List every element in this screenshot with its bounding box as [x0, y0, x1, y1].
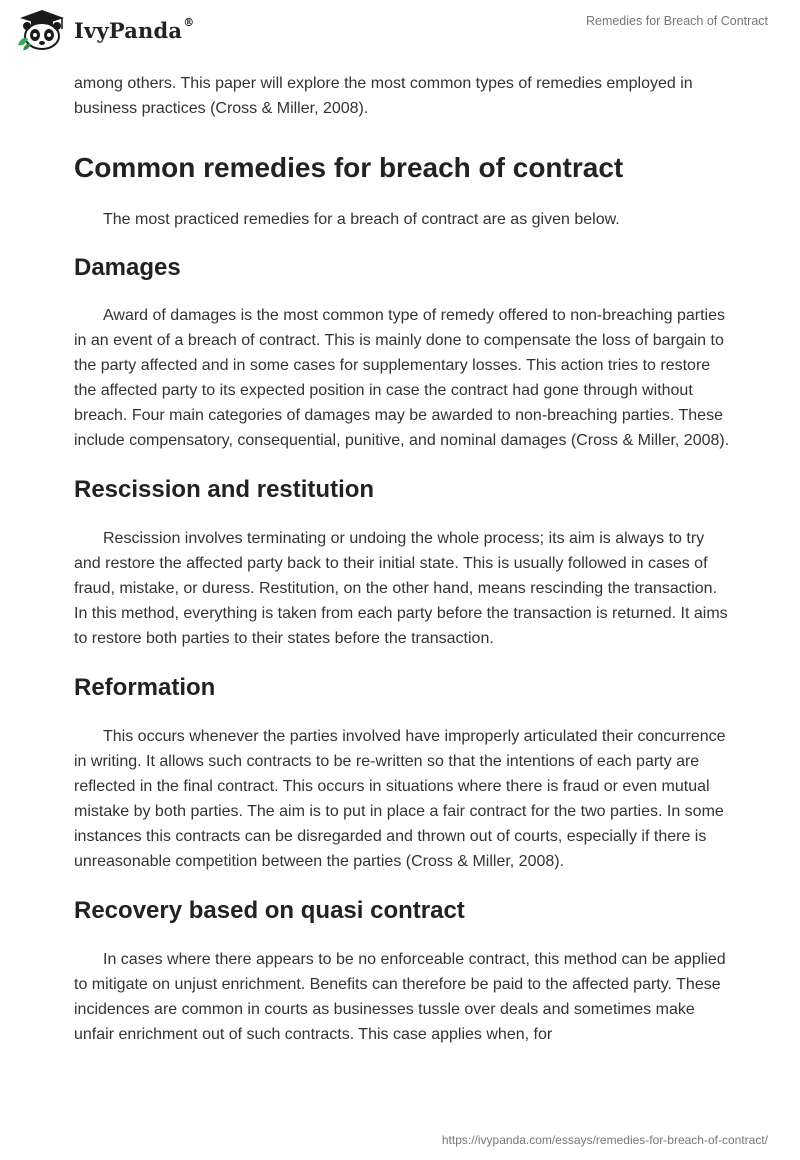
essay-content: [74, 71, 734, 1047]
section-heading-rescission: Rescission and restitution: [74, 476, 375, 503]
document-title: Remedies for Breach of Contract: [585, 14, 768, 28]
page-header: [0, 0, 800, 70]
main-intro-paragraph: The most practiced remedies for a breach of contract are as given below.: [103, 211, 620, 228]
main-heading: Common remedies for breach of contract: [74, 152, 624, 183]
section-heading-damages: Damages: [74, 254, 181, 281]
section-heading-reformation: Reformation: [74, 674, 216, 701]
section-paragraph-damages: Award of damages is the most common type of remedy offered to non-breaching parties in an event of a breach of contract. This is mainly done to compensate the loss of bargain to the party affected and in some cases for supplementary losses. This action tries to restore the affected party to its expected position in case the contract had gone through without breach. Four main categories of damages may be awarded to non-breaching parties. These include compensatory, consequential, punitive, and nominal damages (Cross & Miller, 2008).: [74, 307, 730, 449]
brand-text: IvyPanda: [74, 17, 183, 43]
section-paragraph-reformation: This occurs whenever the parties involved have improperly articulated their concurrence in writing. It allows such contracts to be re-written so that the intentions of each party are reflected in the final contract. This occurs in situations where there is fraud or even mutual mistake by both parties. The aim is to put in place a fair contract for the two parties. In some instances this contracts can be disregarded and thrown out of courts, especially if there is unreasonable competition between the parties (Cross & Miller, 2008).: [74, 728, 726, 870]
section-paragraph-quasi-contract: In cases where there appears to be no enforceable contract, this method can be applied to mitigate on unjust enrichment. Benefits can therefore be paid to the affected party. These incidences are common in courts as businesses tussle over deals and sometimes make unfair enrichment out of such contracts. This case applies when, for: [74, 951, 726, 1043]
logo[interactable]: [14, 9, 194, 51]
brand-name: [74, 15, 195, 43]
section-paragraph-rescission: Rescission involves terminating or undoing the whole process; its aim is always to try and restore the affected party back to their initial state. This is usually followed in cases of fraud, mistake, or duress. Restitution, on the other hand, means rescinding the transaction. In this method, everything is taken from each party before the transaction is returned. It aims to restore both parties to their states before the transaction.: [74, 530, 728, 647]
panda-logo-icon: [14, 9, 70, 51]
section-heading-quasi-contract: Recovery based on quasi contract: [74, 897, 465, 924]
footer-url[interactable]: https://ivypanda.com/essays/remedies-for-breach-of-contract/: [441, 1133, 768, 1147]
brand-registered-mark: ®: [183, 15, 195, 29]
intro-paragraph-tail: among others. This paper will explore the most common types of remedies employed in business practices (Cross & Miller, 2008).: [74, 75, 693, 117]
